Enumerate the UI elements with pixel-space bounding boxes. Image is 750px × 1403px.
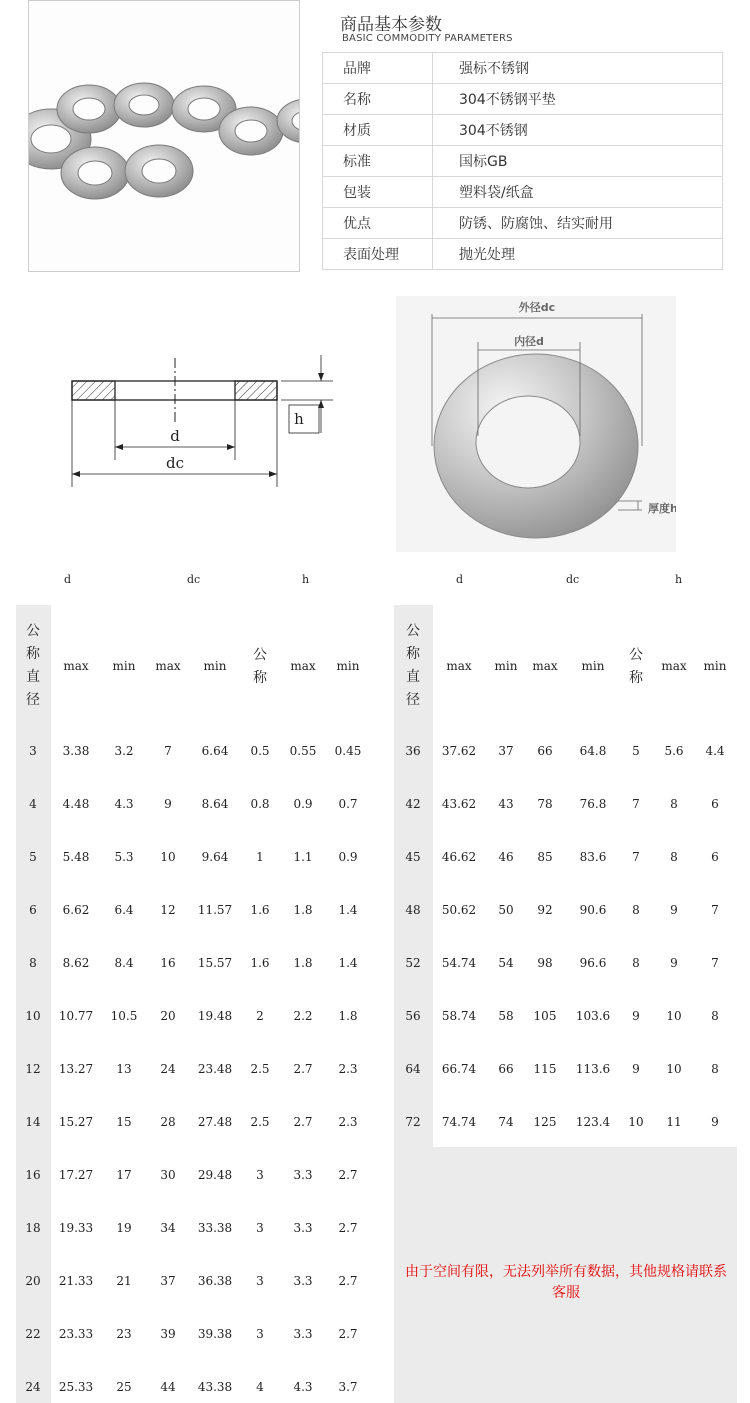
photo-label-outer: 外径dc bbox=[518, 301, 556, 314]
left-table-cell: 13.27 bbox=[58, 1062, 94, 1076]
right-table-cell: 6 bbox=[711, 797, 719, 811]
left-table-cell: 2.3 bbox=[338, 1115, 358, 1129]
right-table-cell: 72 bbox=[405, 1115, 421, 1129]
right-table-cell: 5.6 bbox=[664, 744, 684, 758]
right-table-cell: 50.62 bbox=[441, 903, 477, 917]
left-table-cell: 2.3 bbox=[338, 1062, 358, 1076]
left-table-cell: 10.5 bbox=[110, 1009, 138, 1023]
right-table-cell: 45 bbox=[405, 850, 421, 864]
product-photo bbox=[28, 0, 300, 272]
right-table-cell: 98 bbox=[537, 956, 553, 970]
right-table-cell: 37.62 bbox=[441, 744, 477, 758]
left-table-cell: 29.48 bbox=[197, 1168, 233, 1182]
param-key: 标准 bbox=[323, 146, 433, 177]
diagram-label-d: d bbox=[170, 427, 180, 445]
left-nominal-diameter-label: 公 bbox=[26, 623, 40, 639]
left-table-cell: 25 bbox=[116, 1380, 132, 1394]
left-table-cell: 0.45 bbox=[334, 744, 362, 758]
left-table-cell: 5.48 bbox=[62, 850, 90, 864]
left-table-cell: 10.77 bbox=[58, 1009, 94, 1023]
right-table-cell: 7 bbox=[632, 850, 640, 864]
left-table-cell: 4.3 bbox=[114, 797, 134, 811]
param-key: 表面处理 bbox=[323, 239, 433, 270]
right-table-cell: 7 bbox=[711, 956, 719, 970]
left-table-cell: 1.6 bbox=[250, 903, 270, 917]
left-table-cell: 4.48 bbox=[62, 797, 90, 811]
right-table-cell: 58 bbox=[498, 1009, 514, 1023]
right-table-cell: 9 bbox=[632, 1009, 640, 1023]
left-table-cell: 18 bbox=[25, 1221, 41, 1235]
right-table-cell: 10 bbox=[666, 1009, 682, 1023]
param-key: 包装 bbox=[323, 177, 433, 208]
right-table-cell: 78 bbox=[537, 797, 553, 811]
param-value: 国标GB bbox=[433, 146, 723, 177]
left-header-dc: dc bbox=[187, 573, 201, 586]
left-table-cell: 0.7 bbox=[338, 797, 358, 811]
left-table-cell: 23.48 bbox=[197, 1062, 233, 1076]
right-table-cell: 7 bbox=[632, 797, 640, 811]
param-value: 塑料袋/纸盒 bbox=[433, 177, 723, 208]
washer-cross-section-diagram bbox=[55, 345, 345, 495]
left-table-cell: 19.33 bbox=[58, 1221, 94, 1235]
left-table-cell: 4 bbox=[256, 1380, 264, 1394]
left-table-cell: 23.33 bbox=[58, 1327, 94, 1341]
right-table-cell: 64.8 bbox=[579, 744, 607, 758]
left-table-cell: 2 bbox=[256, 1009, 264, 1023]
left-table-cell: 3.3 bbox=[293, 1327, 313, 1341]
right-table-cell: 8 bbox=[632, 956, 640, 970]
right-d-max-header: max bbox=[446, 659, 472, 673]
left-h-max-header: max bbox=[290, 659, 316, 673]
left-table-cell: 0.55 bbox=[289, 744, 317, 758]
left-table-cell: 2.7 bbox=[338, 1221, 358, 1235]
left-table-cell: 12 bbox=[160, 903, 176, 917]
right-table-cell: 113.6 bbox=[575, 1062, 611, 1076]
left-table-cell: 23 bbox=[116, 1327, 132, 1341]
right-h-nominal-label: 称 bbox=[629, 670, 643, 686]
right-table-cell: 9 bbox=[670, 956, 678, 970]
left-table-cell: 20 bbox=[25, 1274, 41, 1288]
left-table-cell: 12 bbox=[25, 1062, 41, 1076]
right-header-d: d bbox=[456, 573, 464, 586]
left-table-cell: 3.3 bbox=[293, 1168, 313, 1182]
left-table-cell: 11.57 bbox=[197, 903, 233, 917]
left-table-cell: 1.6 bbox=[250, 956, 270, 970]
left-h-nominal-label: 称 bbox=[253, 670, 267, 686]
left-table-cell: 3.3 bbox=[293, 1274, 313, 1288]
left-table-cell: 1.1 bbox=[293, 850, 313, 864]
left-table-cell: 8.62 bbox=[62, 956, 90, 970]
left-table-cell: 3 bbox=[29, 744, 37, 758]
left-table-cell: 0.9 bbox=[293, 797, 313, 811]
left-h-min-header: min bbox=[336, 659, 360, 673]
left-table-cell: 0.9 bbox=[338, 850, 358, 864]
left-table-cell: 21 bbox=[116, 1274, 132, 1288]
left-table-cell: 21.33 bbox=[58, 1274, 94, 1288]
left-table-cell: 13 bbox=[116, 1062, 132, 1076]
left-table-cell: 19 bbox=[116, 1221, 132, 1235]
right-table-cell: 5 bbox=[632, 744, 640, 758]
param-key: 名称 bbox=[323, 84, 433, 115]
right-table-cell: 96.6 bbox=[579, 956, 607, 970]
right-table-cell: 54.74 bbox=[441, 956, 477, 970]
left-table-cell: 39.38 bbox=[197, 1327, 233, 1341]
left-table-cell: 7 bbox=[164, 744, 172, 758]
left-table-cell: 10 bbox=[25, 1009, 41, 1023]
washer-photo-diagram bbox=[396, 296, 676, 552]
left-table-cell: 9.64 bbox=[201, 850, 229, 864]
right-table-cell: 48 bbox=[405, 903, 421, 917]
right-table-cell: 64 bbox=[405, 1062, 421, 1076]
right-nominal-diameter-label: 公 bbox=[406, 623, 420, 639]
contact-note: 由于空间有限，无法列举所有数据，其他规格请联系客服 bbox=[405, 1264, 727, 1301]
left-table-cell: 44 bbox=[160, 1380, 176, 1394]
left-table-cell: 3.2 bbox=[114, 744, 134, 758]
right-h-nominal-label: 公 bbox=[629, 647, 643, 663]
left-table-cell: 34 bbox=[160, 1221, 176, 1235]
left-table-cell: 6 bbox=[29, 903, 37, 917]
right-nominal-diameter-label: 直 bbox=[406, 669, 420, 685]
left-table-cell: 3 bbox=[256, 1327, 264, 1341]
right-header-h: h bbox=[675, 573, 683, 586]
param-row bbox=[323, 53, 723, 84]
right-nominal-diameter-label: 径 bbox=[406, 692, 420, 708]
right-table-cell: 10 bbox=[666, 1062, 682, 1076]
left-table-cell: 0.5 bbox=[250, 744, 270, 758]
left-table-cell: 3.3 bbox=[293, 1221, 313, 1235]
left-table-cell: 8.4 bbox=[114, 956, 134, 970]
left-nominal-diameter-label: 称 bbox=[26, 646, 40, 662]
left-table-cell: 6.62 bbox=[62, 903, 90, 917]
param-key: 品牌 bbox=[323, 53, 433, 84]
param-value: 防锈、防腐蚀、结实耐用 bbox=[433, 208, 723, 239]
left-table-cell: 14 bbox=[25, 1115, 41, 1129]
right-table-cell: 46.62 bbox=[441, 850, 477, 864]
left-table-cell: 1 bbox=[256, 850, 264, 864]
left-table-cell: 39 bbox=[160, 1327, 176, 1341]
left-table-cell: 15.27 bbox=[58, 1115, 94, 1129]
right-h-max-header: max bbox=[661, 659, 687, 673]
left-table-cell: 37 bbox=[160, 1274, 176, 1288]
left-table-cell: 24 bbox=[25, 1380, 41, 1394]
left-table-cell: 1.4 bbox=[338, 956, 358, 970]
left-table-cell: 17.27 bbox=[58, 1168, 94, 1182]
right-h-min-header: min bbox=[703, 659, 727, 673]
right-table-cell: 9 bbox=[670, 903, 678, 917]
left-table-cell: 1.4 bbox=[338, 903, 358, 917]
right-table-cell: 42 bbox=[405, 797, 421, 811]
left-table-cell: 2.7 bbox=[293, 1062, 313, 1076]
left-table-cell: 15 bbox=[116, 1115, 132, 1129]
left-table-cell: 15.57 bbox=[197, 956, 233, 970]
right-d-min-header: min bbox=[494, 659, 518, 673]
left-table-cell: 8 bbox=[29, 956, 37, 970]
right-table-cell: 43.62 bbox=[441, 797, 477, 811]
param-key: 材质 bbox=[323, 115, 433, 146]
right-table-cell: 92 bbox=[537, 903, 553, 917]
right-table-cell: 50 bbox=[498, 903, 514, 917]
left-table-cell: 17 bbox=[116, 1168, 132, 1182]
right-table-cell: 6 bbox=[711, 850, 719, 864]
param-row bbox=[323, 115, 723, 146]
left-table-cell: 3.38 bbox=[62, 744, 90, 758]
left-table-cell: 33.38 bbox=[197, 1221, 233, 1235]
right-table-cell: 74 bbox=[498, 1115, 514, 1129]
right-table-cell: 105 bbox=[533, 1009, 557, 1023]
left-table-cell: 2.5 bbox=[250, 1062, 270, 1076]
left-table-cell: 6.4 bbox=[114, 903, 134, 917]
left-table-cell: 2.5 bbox=[250, 1115, 270, 1129]
right-dc-min-header: min bbox=[581, 659, 605, 673]
left-dc-min-header: min bbox=[203, 659, 227, 673]
right-table-cell: 66 bbox=[537, 744, 553, 758]
param-row bbox=[323, 177, 723, 208]
left-table-cell: 4 bbox=[29, 797, 37, 811]
right-table-cell: 11 bbox=[666, 1115, 682, 1129]
left-d-max-header: max bbox=[63, 659, 89, 673]
left-h-nominal-label: 公 bbox=[253, 647, 267, 663]
right-table-cell: 58.74 bbox=[441, 1009, 477, 1023]
params-subtitle: BASIC COMMODITY PARAMETERS bbox=[342, 33, 513, 44]
left-table-cell: 0.8 bbox=[250, 797, 270, 811]
left-table-cell: 3 bbox=[256, 1221, 264, 1235]
right-table-cell: 66.74 bbox=[441, 1062, 477, 1076]
right-table-cell: 115 bbox=[533, 1062, 557, 1076]
diagram-label-h: h bbox=[294, 410, 304, 428]
left-dc-max-header: max bbox=[155, 659, 181, 673]
params-table bbox=[322, 52, 723, 270]
right-table-cell: 46 bbox=[498, 850, 514, 864]
photo-label-thickness: 厚度h bbox=[648, 502, 676, 515]
left-table-cell: 5 bbox=[29, 850, 37, 864]
right-table-cell: 8 bbox=[670, 797, 678, 811]
params-title: 商品基本参数 bbox=[340, 15, 442, 35]
left-table-cell: 16 bbox=[25, 1168, 41, 1182]
left-table-cell: 24 bbox=[160, 1062, 176, 1076]
left-table-cell: 2.7 bbox=[338, 1327, 358, 1341]
left-table-cell: 20 bbox=[160, 1009, 176, 1023]
right-table-cell: 4.4 bbox=[705, 744, 725, 758]
right-table-cell: 8 bbox=[711, 1009, 719, 1023]
right-table-cell: 66 bbox=[498, 1062, 514, 1076]
right-table-cell: 83.6 bbox=[579, 850, 607, 864]
left-table-cell: 30 bbox=[160, 1168, 176, 1182]
right-nominal-diameter-label: 称 bbox=[406, 646, 420, 662]
param-value: 强标不锈钢 bbox=[433, 53, 723, 84]
left-table-cell: 36.38 bbox=[197, 1274, 233, 1288]
right-table-cell: 90.6 bbox=[579, 903, 607, 917]
right-table-cell: 8 bbox=[632, 903, 640, 917]
left-table-cell: 43.38 bbox=[197, 1380, 233, 1394]
param-row bbox=[323, 208, 723, 239]
left-table-cell: 2.7 bbox=[338, 1168, 358, 1182]
right-table-cell: 9 bbox=[632, 1062, 640, 1076]
photo-label-inner: 内径d bbox=[514, 335, 544, 348]
left-table-cell: 25.33 bbox=[58, 1380, 94, 1394]
right-table-cell: 125 bbox=[533, 1115, 557, 1129]
param-row bbox=[323, 146, 723, 177]
right-table-cell: 36 bbox=[405, 744, 421, 758]
left-table-cell: 6.64 bbox=[201, 744, 229, 758]
right-table-cell: 8 bbox=[711, 1062, 719, 1076]
left-table-cell: 19.48 bbox=[197, 1009, 233, 1023]
left-table-cell: 10 bbox=[160, 850, 176, 864]
right-dc-max-header: max bbox=[532, 659, 558, 673]
left-table-cell: 2.2 bbox=[293, 1009, 313, 1023]
right-table-cell: 54 bbox=[498, 956, 514, 970]
left-header-d: d bbox=[64, 573, 72, 586]
left-table-cell: 16 bbox=[160, 956, 176, 970]
right-table-cell: 43 bbox=[498, 797, 514, 811]
left-table-cell: 3 bbox=[256, 1168, 264, 1182]
left-table-cell: 2.7 bbox=[338, 1274, 358, 1288]
left-table-cell: 27.48 bbox=[197, 1115, 233, 1129]
param-key: 优点 bbox=[323, 208, 433, 239]
left-table-cell: 2.7 bbox=[293, 1115, 313, 1129]
left-d-min-header: min bbox=[112, 659, 136, 673]
right-table-cell: 52 bbox=[405, 956, 421, 970]
right-table-cell: 8 bbox=[670, 850, 678, 864]
left-table-cell: 4.3 bbox=[293, 1380, 313, 1394]
right-table-cell: 123.4 bbox=[575, 1115, 611, 1129]
left-header-h: h bbox=[302, 573, 310, 586]
left-table-cell: 1.8 bbox=[338, 1009, 358, 1023]
right-table-cell: 85 bbox=[537, 850, 553, 864]
right-header-dc: dc bbox=[566, 573, 580, 586]
right-table-cell: 56 bbox=[405, 1009, 421, 1023]
right-table-cell: 74.74 bbox=[441, 1115, 477, 1129]
param-value: 抛光处理 bbox=[433, 239, 723, 270]
left-table-cell: 3.7 bbox=[338, 1380, 358, 1394]
left-table-cell: 5.3 bbox=[114, 850, 134, 864]
left-table-cell: 9 bbox=[164, 797, 172, 811]
left-table-cell: 28 bbox=[160, 1115, 176, 1129]
right-table-cell: 7 bbox=[711, 903, 719, 917]
left-table-cell: 8.64 bbox=[201, 797, 229, 811]
right-table-cell: 10 bbox=[628, 1115, 644, 1129]
right-table-cell: 37 bbox=[498, 744, 514, 758]
param-row bbox=[323, 84, 723, 115]
left-table-cell: 1.8 bbox=[293, 956, 313, 970]
param-value: 304不锈钢平垫 bbox=[433, 84, 723, 115]
left-nominal-diameter-label: 径 bbox=[26, 692, 40, 708]
param-row bbox=[323, 239, 723, 270]
diagram-label-dc: dc bbox=[165, 454, 185, 472]
left-table-cell: 22 bbox=[25, 1327, 41, 1341]
param-value: 304不锈钢 bbox=[433, 115, 723, 146]
left-table-cell: 3 bbox=[256, 1274, 264, 1288]
right-table-cell: 76.8 bbox=[579, 797, 607, 811]
right-table-cell: 103.6 bbox=[575, 1009, 611, 1023]
left-table-cell: 1.8 bbox=[293, 903, 313, 917]
left-nominal-diameter-label: 直 bbox=[26, 669, 40, 685]
right-table-cell: 9 bbox=[711, 1115, 719, 1129]
